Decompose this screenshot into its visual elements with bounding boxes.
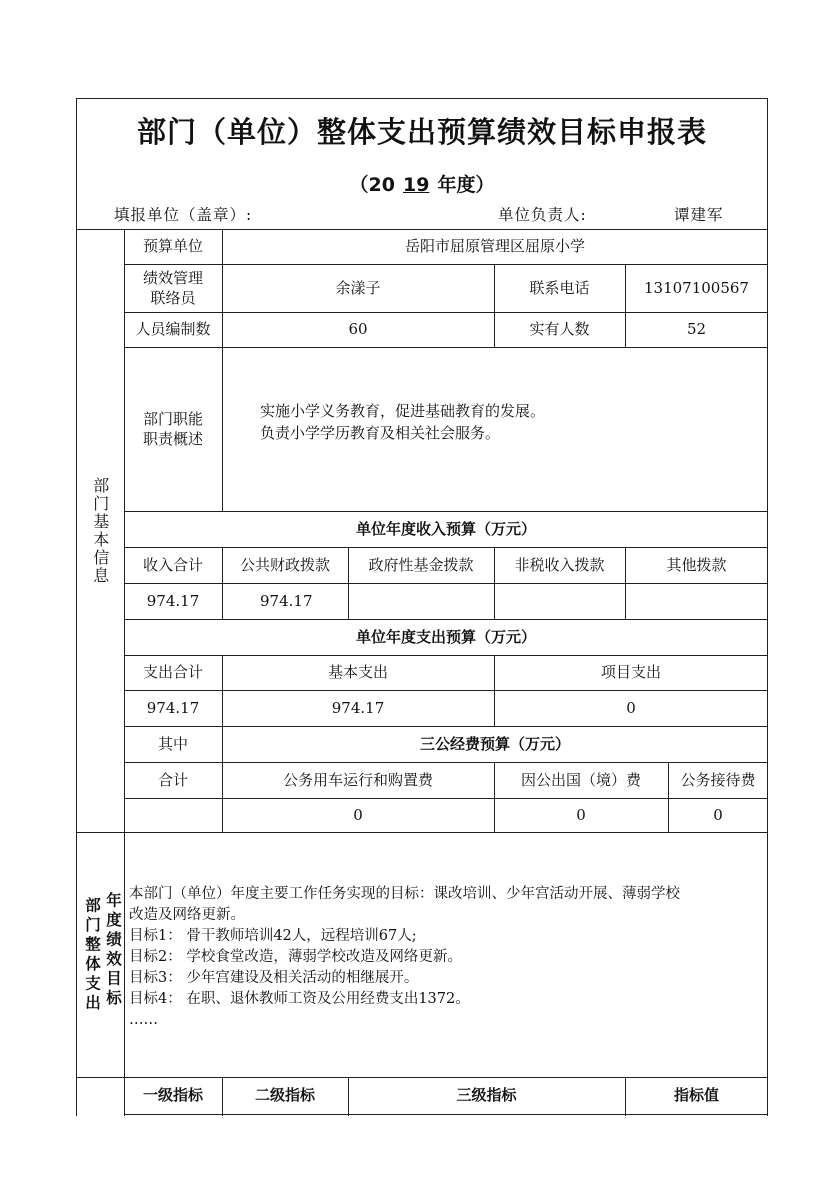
budget-unit-value: 岳阳市屈原管理区屈原小学 xyxy=(404,237,585,256)
section-goals-label-a: 部门整体支出 xyxy=(83,896,101,1014)
year-line xyxy=(76,170,768,197)
income-value-total: 974.17 xyxy=(146,591,200,610)
goals-line: 目标3： 少年宫建设及相关活动的相继展开。 xyxy=(129,970,419,986)
sangong-title: 三公经费预算（万元） xyxy=(419,734,570,753)
duty-description xyxy=(260,400,760,444)
contact-label xyxy=(124,264,222,312)
expense-header-basic: 基本支出 xyxy=(327,663,388,682)
phone-label: 联系电话 xyxy=(529,278,590,297)
duty-line: 负责小学学历教育及相关社会服务。 xyxy=(260,424,501,442)
sangong-header-abroad: 因公出国（境）费 xyxy=(520,770,641,789)
indicator-header-level1: 一级指标 xyxy=(142,1086,203,1105)
income-title: 单位年度收入预算（万元） xyxy=(355,519,536,538)
goals-line: …… xyxy=(129,1012,158,1028)
fill-unit-label: 填报单位（盖章）: xyxy=(114,206,253,224)
sangong-header-vehicle: 公务用车运行和购置费 xyxy=(282,770,433,789)
income-value-gov-fund xyxy=(348,583,494,619)
leader-name: 谭建军 xyxy=(674,206,724,224)
phone-value: 13107100567 xyxy=(644,278,749,297)
income-value-other xyxy=(625,583,768,619)
indicator-header-level3: 三级指标 xyxy=(456,1086,517,1105)
indicator-header-value: 指标值 xyxy=(673,1086,719,1105)
budget-unit-label: 预算单位 xyxy=(142,237,203,256)
income-value-nontax xyxy=(494,583,625,619)
sangong-header-total: 合计 xyxy=(157,770,188,789)
goals-text xyxy=(129,884,765,1031)
goals-line: 本部门（单位）年度主要工作任务实现的目标：课改培训、少年宫活动开展、薄弱学校 xyxy=(129,886,680,902)
contact-label-text: 绩效管理联络员 xyxy=(142,268,203,307)
leader-label: 单位负责人: xyxy=(498,206,587,224)
year-close: 年度） xyxy=(437,174,495,196)
goals-line: 目标4： 在职、退休教师工资及公用经费支出1372。 xyxy=(129,991,470,1007)
contact-value: 余漾子 xyxy=(335,278,381,297)
staff-actual-value: 52 xyxy=(686,320,707,339)
income-header-other: 其他拨款 xyxy=(666,555,727,574)
expense-value-project: 0 xyxy=(626,698,636,717)
sangong-prefix: 其中 xyxy=(157,734,188,753)
income-header-total: 收入合计 xyxy=(142,555,203,574)
duty-line: 实施小学义务教育，促进基础教育的发展。 xyxy=(260,402,546,420)
income-header-public-finance: 公共财政拨款 xyxy=(239,555,330,574)
sangong-value-total xyxy=(124,798,222,832)
sangong-header-reception: 公务接待费 xyxy=(680,770,756,789)
sangong-value-reception: 0 xyxy=(713,805,723,824)
goals-line: 目标2： 学校食堂改造，薄弱学校改造及网络更新。 xyxy=(129,949,462,965)
section-basic-info-label: 部门基本信息 xyxy=(90,476,110,585)
expense-header-project: 项目支出 xyxy=(600,663,661,682)
expense-value-basic: 974.17 xyxy=(331,698,385,717)
goals-line: 改造及网络更新。 xyxy=(129,907,245,923)
page-title: 部门（单位）整体支出预算绩效目标申报表 xyxy=(136,115,707,149)
staff-quota-value: 60 xyxy=(348,320,368,339)
staff-actual-label: 实有人数 xyxy=(529,320,590,339)
duty-label-text: 部门职能职责概述 xyxy=(142,409,203,448)
expense-value-total: 974.17 xyxy=(146,698,200,717)
income-header-nontax: 非税收入拨款 xyxy=(514,555,605,574)
year-number: 19 xyxy=(402,174,430,196)
sangong-value-vehicle: 0 xyxy=(353,805,363,824)
duty-label xyxy=(124,347,222,511)
year-open: （20 xyxy=(349,174,395,196)
indicator-header-level2: 二级指标 xyxy=(254,1086,315,1105)
expense-header-total: 支出合计 xyxy=(142,663,203,682)
income-value-public-finance: 974.17 xyxy=(260,591,313,610)
staff-quota-label: 人员编制数 xyxy=(135,320,211,339)
expense-title: 单位年度支出预算（万元） xyxy=(355,627,536,646)
income-header-gov-fund: 政府性基金拨款 xyxy=(368,555,474,574)
sangong-value-abroad: 0 xyxy=(576,805,586,824)
section-goals-label-b: 年度绩效目标 xyxy=(104,891,122,1009)
goals-line: 目标1： 骨干教师培训42人，远程培训67人; xyxy=(129,928,417,944)
